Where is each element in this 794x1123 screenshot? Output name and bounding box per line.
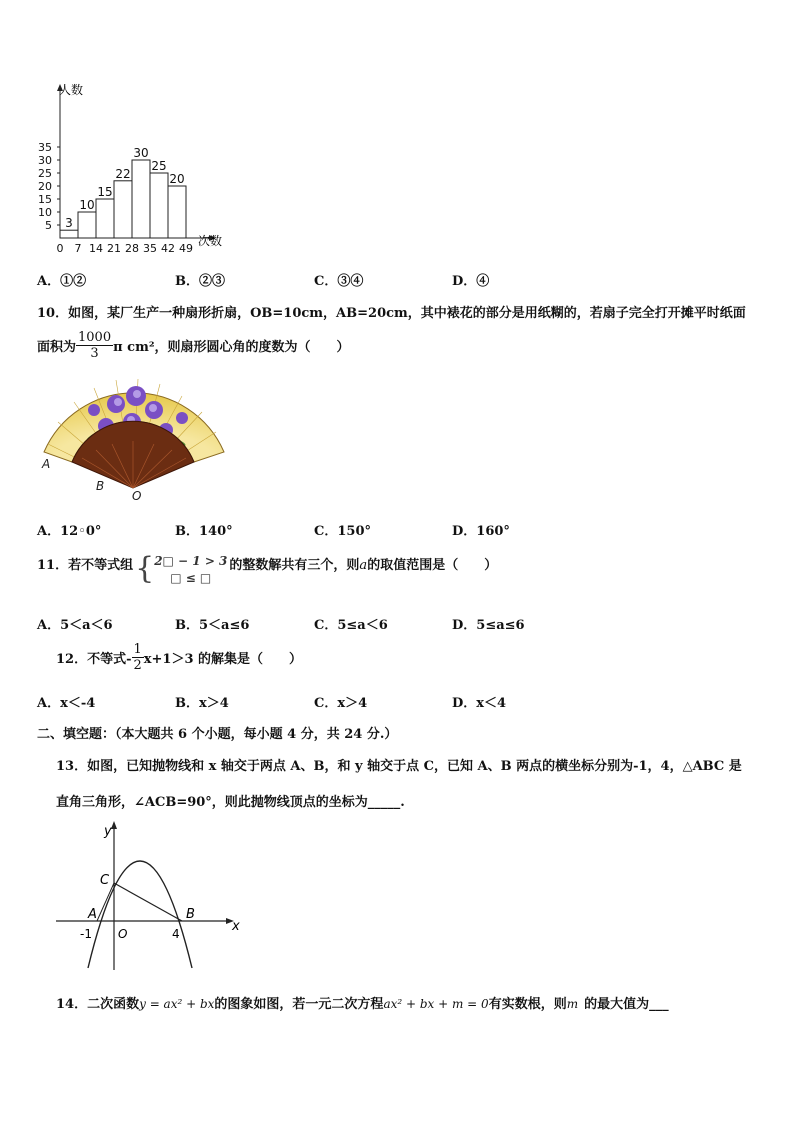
option-letter: B． [175,274,199,289]
fraction-numerator: 1000 [78,330,112,345]
q14-prefix: 14．二次函数 [56,997,140,1012]
label-b: B [186,907,195,922]
q12-option-a[interactable]: A．x＜-4 [37,696,96,711]
q14-suffix: 的最大值为___ [584,997,669,1012]
q12-stem [56,642,302,673]
option-letter: A． [37,274,61,289]
q13-stem-line1: 13．如图，已知抛物线和 x 轴交于两点 A、B，和 y 轴交于点 C，已知 A、B 两点的横坐标分别为-1，4，△ABC 是 [56,759,742,774]
option-text: ④ [476,274,490,289]
q11-option-d[interactable]: D．5≤a≤6 [452,618,525,633]
q10-option-c[interactable]: C．150° [314,524,371,539]
folding-fan-image [36,374,228,502]
q9-option-c[interactable] [314,270,363,289]
x-tick-label: 0 [56,242,64,255]
q14-stem [56,993,669,1012]
y-tick-label: 20 [38,180,52,193]
q11-option-b[interactable]: B．5＜a≤6 [175,618,250,633]
q13-stem-line2: 直角三角形，∠ACB=90°，则此抛物线顶点的坐标为_____. [56,795,405,810]
q11-option-a[interactable]: A．5＜a＜6 [37,618,113,633]
q11-prefix: 11．若不等式组 [37,558,134,573]
option-letter: D． [452,274,477,289]
chart-bars [60,146,186,238]
label-x: x [232,919,240,934]
q12-prefix: 12．不等式- [56,652,132,667]
y-tick-label: 30 [38,154,52,167]
q11-suffix-end: 的取值范围是（ ） [367,558,498,573]
frequency-bar-chart [30,78,240,258]
q9-option-d[interactable] [452,270,489,289]
label-a: A [42,457,51,471]
y-tick-label: 25 [38,167,52,180]
data-label: 20 [169,172,185,186]
q11-stem [37,553,497,587]
label-o: O [118,927,128,941]
q10-stem-line2 [37,330,350,361]
label-neg1: -1 [80,927,92,941]
bar-35-42 [150,173,168,238]
q11-system [135,553,227,587]
data-label: 30 [133,146,149,160]
q14-equation-2: ax² + bx + m = 0 [383,997,489,1011]
fraction-denominator: 2 [133,658,142,673]
q10-suffix: π cm²，则扇形圆心角的度数为（ ） [113,340,350,355]
x-tick-label: 42 [161,242,175,255]
data-label: 3 [65,216,73,231]
q9-option-b[interactable] [175,270,225,289]
option-text: ②③ [199,274,226,289]
option-text: ①② [60,274,87,289]
q10-stem-line1: 10．如图，某厂生产一种扇形折扇，OB=10cm，AB=20cm，其中裱花的部分是用纸糊的，若扇子完全打开摊平时纸面 [37,306,746,321]
x-tick-label: 49 [179,242,193,255]
variable-m: m [566,997,579,1011]
data-label: 22 [115,166,131,181]
inequality-2: □ ≤ □ [170,571,212,585]
x-tick-label: 7 [74,242,82,255]
x-tick-label: 35 [143,242,157,255]
q12-suffix: x+1＞3 的解集是（ ） [143,652,303,667]
y-tick-label: 10 [38,206,52,219]
q11-option-c[interactable]: C．5≤a＜6 [314,618,388,633]
bar-28-35 [132,160,150,238]
q11-suffix-text: 的整数解共有三个，则 [229,558,360,573]
label-4: 4 [172,927,180,941]
q12-option-c[interactable]: C．x＞4 [314,696,368,711]
bar-21-28 [114,181,132,238]
option-text: ③④ [337,274,364,289]
y-axis-label: 人数 [59,83,84,97]
label-c: C [100,873,110,888]
segment-ac [97,883,114,921]
q14-equation-1: y = ax² + bx [139,997,215,1011]
q10-fraction [76,330,113,361]
fraction-numerator: 1 [133,642,142,657]
inequality-1: 2□ − 1 > 3 [154,554,228,568]
label-b: B [96,479,105,493]
label-y: y [104,824,112,839]
data-label: 25 [151,159,167,173]
q12-fraction [132,642,144,673]
x-axis-label: 次数 [198,234,223,248]
q10-option-d[interactable]: D．160° [452,524,510,539]
q14-mid2: 有实数根，则 [488,997,567,1012]
data-label: 15 [97,185,113,199]
q10-prefix: 面积为 [37,340,77,355]
fraction-denominator: 3 [90,346,99,361]
bar-7-14 [78,212,96,238]
variable-a: a [359,558,368,573]
y-axis-arrow-icon [111,821,117,829]
q9-option-a[interactable] [37,270,86,289]
q11-suffix [229,554,497,573]
x-tick-label: 28 [125,242,139,255]
q14-mid: 的图象如图，若一元二次方程 [214,997,384,1012]
parabola-figure [52,818,252,973]
q10-option-a[interactable]: A．12◦0° [37,524,102,539]
y-tick-label: 5 [45,219,52,232]
label-o: O [132,489,142,502]
section-title: 二、填空题：（本大题共 6 个小题，每小题 4 分，共 24 分.） [37,727,398,742]
y-tick-label: 35 [38,141,52,154]
bar-14-21 [96,199,114,238]
label-a: A [88,907,97,922]
option-letter: C． [314,274,338,289]
bar-0-7 [60,230,78,238]
q12-option-d[interactable]: D．x＜4 [452,696,507,711]
y-tick-label: 15 [38,193,52,206]
brace-icon: { [135,551,155,586]
q12-option-b[interactable]: B．x＞4 [175,696,229,711]
bar-42-49 [168,186,186,238]
q10-option-b[interactable]: B．140° [175,524,233,539]
x-tick-label: 21 [107,242,121,255]
data-label: 10 [79,198,95,212]
x-tick-label: 14 [89,242,103,255]
